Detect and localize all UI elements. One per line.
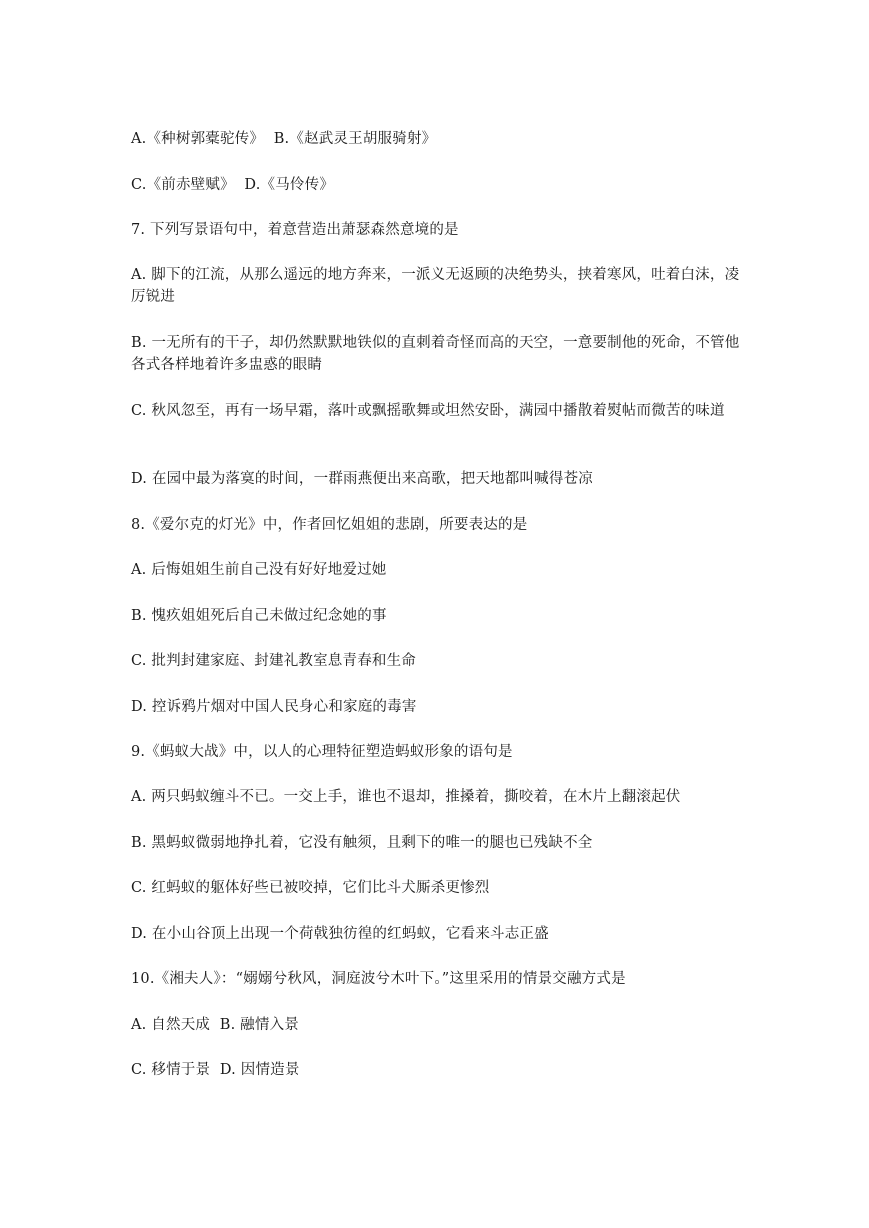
q10-options-cd: C. 移情于景 D. 因情造景 [131, 1062, 300, 1078]
q7-question: 7. 下列写景语句中，着意营造出萧瑟森然意境的是 [131, 222, 459, 238]
q6-options-ab: A.《种树郭橐驼传》 B.《赵武灵王胡服骑射》 [131, 131, 437, 147]
q7-option-a: A. 脚下的江流，从那么遥远的地方奔来，一派义无返顾的决绝势头，挟着寒风，吐着白沫，凌厉锐进 [131, 267, 740, 305]
q9-option-a: A. 两只蚂蚁缠斗不已。一交上手，谁也不退却，推搡着，撕咬着，在木片上翻滚起伏 [131, 789, 681, 805]
q7-option-d: D. 在园中最为落寞的时间，一群雨燕便出来高歌，把天地都叫喊得苍凉 [131, 471, 593, 487]
q8-question: 8.《爱尔克的灯光》中，作者回忆姐姐的悲剧，所要表达的是 [131, 517, 528, 533]
q9-option-b: B. 黑蚂蚁微弱地挣扎着，它没有触须，且剩下的唯一的腿也已残缺不全 [131, 835, 593, 851]
q6-options-cd: C.《前赤壁赋》 D.《马伶传》 [131, 177, 335, 193]
q9-option-c: C. 红蚂蚁的躯体好些已被咬掉，它们比斗犬厮杀更惨烈 [131, 880, 490, 896]
q10-options-ab: A. 自然天成 B. 融情入景 [131, 1017, 299, 1033]
q9-question: 9.《蚂蚁大战》中，以人的心理特征塑造蚂蚁形象的语句是 [131, 744, 513, 760]
q8-option-d: D. 控诉鸦片烟对中国人民身心和家庭的毒害 [131, 699, 417, 715]
q7-option-c: C. 秋风忽至，再有一场早霜，落叶或飘摇歌舞或坦然安卧，满园中播散着熨帖而微苦的味道 [131, 403, 725, 419]
q8-option-c: C. 批判封建家庭、封建礼教室息青春和生命 [131, 653, 416, 669]
q8-option-b: B. 愧疚姐姐死后自己未做过纪念她的事 [131, 608, 387, 624]
q9-option-d: D. 在小山谷顶上出现一个荷戟独彷徨的红蚂蚁，它看来斗志正盛 [131, 926, 549, 942]
q8-option-a: A. 后悔姐姐生前自己没有好好地爱过她 [131, 562, 387, 578]
q10-question: 10.《湘夫人》：“嫋嫋兮秋风，洞庭波兮木叶下。”这里采用的情景交融方式是 [131, 971, 626, 987]
q7-option-b: B. 一无所有的干子，却仍然默默地铁似的直刺着奇怪而高的天空，一意要制他的死命，不管他各式各样地着许多盅惑的眼睛 [131, 335, 740, 373]
